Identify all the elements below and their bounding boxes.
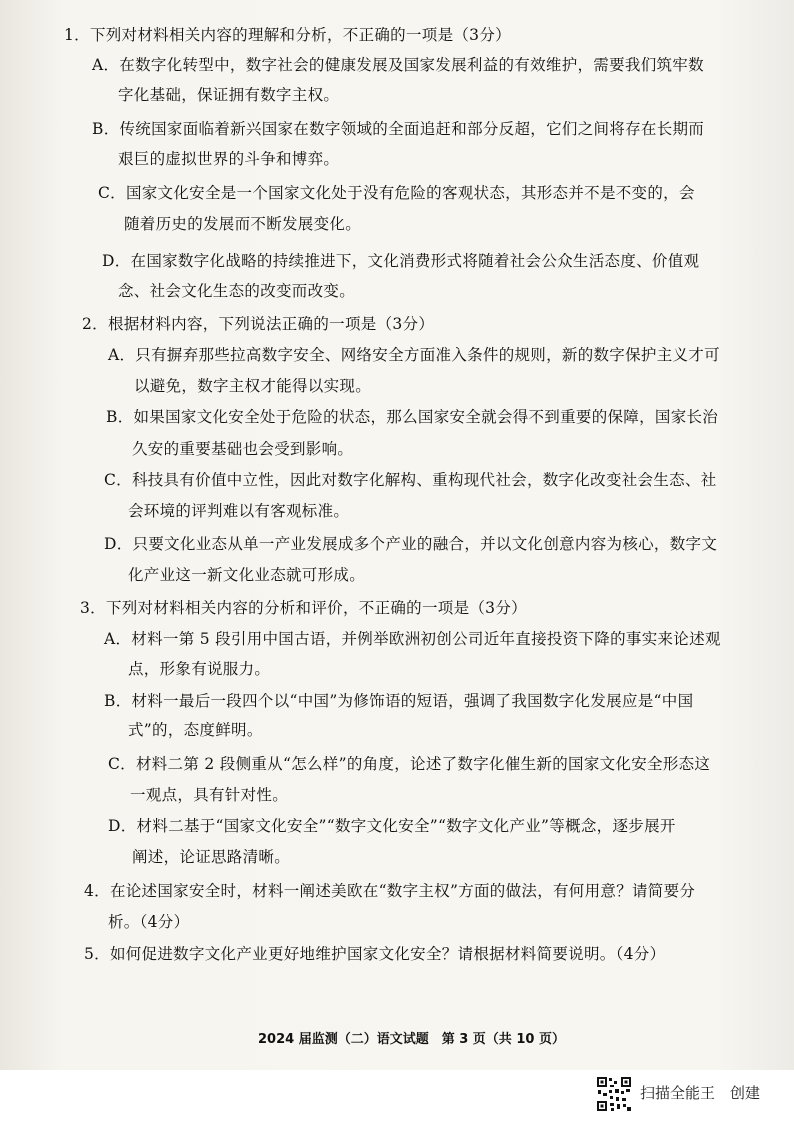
q2-option-b-line2: 久安的重要基础也会受到影响。 <box>132 440 354 458</box>
q2-option-d-line1: D．只要文化业态从单一产业发展成多个产业的融合，并以文化创意内容为核心，数字文 <box>104 535 718 553</box>
q3-stem: 3．下列对材料相关内容的分析和评价，不正确的一项是（3分） <box>80 599 527 617</box>
q3-option-b-line2: 式”的，态度鲜明。 <box>128 721 263 739</box>
qr-code-icon <box>596 1076 632 1112</box>
q2-option-c-line2: 会环境的评判难以有客观标准。 <box>128 502 350 520</box>
q2-option-a-line1: A．只有摒弃那些拉高数字安全、网络安全方面准入条件的规则，新的数字保护主义才可 <box>108 346 720 364</box>
q2-stem: 2．根据材料内容，下列说法正确的一项是（3分） <box>82 315 435 333</box>
q1-option-d-line1: D．在国家数字化战略的持续推进下，文化消费形式将随着社会公众生活态度、价值观 <box>102 252 700 270</box>
q3-option-c-line1: C．材料二第 2 段侧重从“怎么样”的角度，论述了数字化催生新的国家文化安全形态这 <box>108 755 711 773</box>
q1-option-b-line1: B．传统国家面临着新兴国家在数字领域的全面追赶和部分反超，它们之间将存在长期而 <box>92 120 705 138</box>
q5-line1: 5．如何促进数字文化产业更好地维护国家文化安全？请根据材料简要说明。（4分） <box>84 945 666 963</box>
q3-option-a-line1: A．材料一第 5 段引用中国古语，并例举欧洲初创公司近年直接投资下降的事实来论述观 <box>104 630 721 648</box>
q1-option-a-line1: A．在数字化转型中，数字社会的健康发展及国家发展利益的有效维护，需要我们筑牢数 <box>92 56 704 74</box>
page-footer: 2024 届监测（二）语文试题 第 3 页（共 10 页） <box>258 1032 565 1047</box>
q4-line2: 析。（4分） <box>108 913 190 931</box>
q1-option-c-line2: 随着历史的发展而不断发展变化。 <box>124 215 362 233</box>
q3-option-b-line1: B．材料一最后一段四个以“中国”为修饰语的短语，强调了我国数字化发展应是“中国 <box>104 692 694 710</box>
q1-option-d-line2: 念、社会文化生态的改变而改变。 <box>118 282 356 300</box>
q2-option-c-line1: C．科技具有价值中立性，因此对数字化解构、重构现代社会，数字化改变社会生态、社 <box>104 471 717 489</box>
q3-option-d-line2: 阐述，论证思路清晰。 <box>132 848 291 866</box>
q1-option-b-line2: 艰巨的虚拟世界的斗争和博弈。 <box>118 150 340 168</box>
q3-option-c-line2: 一观点，具有针对性。 <box>130 786 289 804</box>
q3-option-a-line2: 点，形象有说服力。 <box>128 660 271 678</box>
q1-option-c-line1: C．国家文化安全是一个国家文化处于没有危险的客观状态，其形态并不是不变的，会 <box>98 184 695 202</box>
q1-option-a-line2: 字化基础，保证拥有数字主权。 <box>118 86 340 104</box>
q3-option-d-line1: D．材料二基于“国家文化安全”“数字文化安全”“数字文化产业”等概念，逐步展开 <box>108 817 676 835</box>
q2-option-b-line1: B．如果国家文化安全处于危险的状态，那么国家安全就会得不到重要的保障，国家长治 <box>106 408 719 426</box>
q1-stem: 1．下列对材料相关内容的理解和分析，不正确的一项是（3分） <box>64 26 511 44</box>
q2-option-d-line2: 化产业这一新文化业态就可形成。 <box>128 566 366 584</box>
q4-line1: 4．在论述国家安全时，材料一阐述美欧在“数字主权”方面的做法，有何用意？请简要分 <box>84 882 696 900</box>
q2-option-a-line2: 以避免，数字主权才能得以实现。 <box>134 377 372 395</box>
scanner-watermark-label: 扫描全能王 创建 <box>640 1084 761 1102</box>
